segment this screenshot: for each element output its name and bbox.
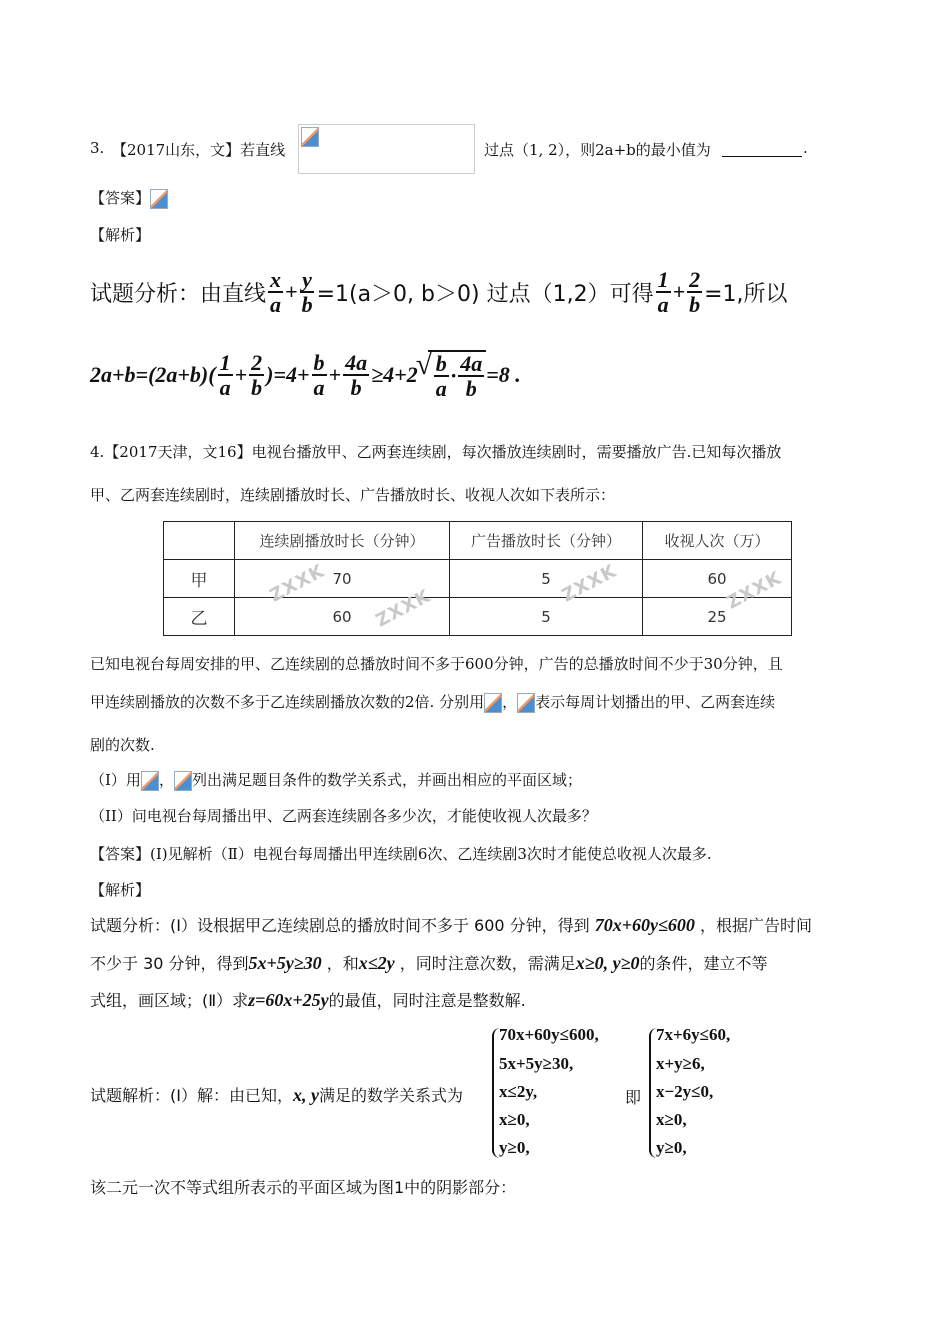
q4-paragraph-1: 已知电视台每周安排的甲、乙连续剧的总播放时间不多于600分钟，广告的总播放时间不少于30分钟，且 xyxy=(90,655,783,673)
fraction-b-over-a: $\frac{b}{a}$ xyxy=(313,349,325,400)
fraction-b-over-a: $\frac{b}{a}$ xyxy=(435,350,447,401)
text: 2a+b=(2a+b)( xyxy=(90,362,216,387)
broken-image-icon xyxy=(150,189,168,209)
fraction-x-over-a: $\frac{x}{a}$ xyxy=(270,266,282,317)
broken-image-icon xyxy=(141,771,159,791)
fraction-y-over-b: $\frac{y}{b}$ xyxy=(301,266,313,317)
q4-part-i: （I）用 ， 列出满足题目条件的数学关系式，并画出相应的平面区域； xyxy=(90,771,582,789)
table-row xyxy=(164,598,792,636)
fraction-2-over-b: $\frac{2}{b}$ xyxy=(689,266,701,317)
broken-image-icon xyxy=(517,693,535,713)
text: ≥4+2 xyxy=(371,362,418,387)
broken-image-icon xyxy=(484,693,502,713)
inequality: x≥0, xyxy=(656,1110,687,1129)
q3-answer-blank xyxy=(722,156,802,157)
table-header-cell xyxy=(164,522,235,560)
inequality: x≤2y, xyxy=(499,1082,538,1101)
table-header-cell: 连续剧播放时长（分钟） xyxy=(235,522,450,560)
table-cell: 甲 xyxy=(164,560,235,598)
q3-analysis-label: 【解析】 xyxy=(90,226,151,244)
q4-analysis-line2: 不少于 30 分钟，得到5x+5y≥30 ，和x≤2y ，同时注意次数，需满足x≥0, y≥0的条件，建立不等 xyxy=(90,953,768,973)
table-cell: 25 xyxy=(643,598,792,636)
watermark: ZXXK xyxy=(372,585,435,632)
q4-analysis-label: 【解析】 xyxy=(90,881,151,899)
table-header-cell: 广告播放时长（分钟） xyxy=(450,522,643,560)
sqrt-sign: √ xyxy=(415,347,433,381)
inequality: 5x+5y≥30, xyxy=(499,1054,574,1073)
sqrt-expression: √ $\frac{b}{a}$ · $\frac{4a}{b}$ xyxy=(428,350,487,400)
q3-source: 【2017山东，文】若直线 xyxy=(112,141,286,159)
q4-paragraph-3: 剧的次数. xyxy=(90,736,155,754)
inequality: x≥0, xyxy=(499,1110,530,1129)
inequality: 70x+60y≤600, xyxy=(499,1025,599,1044)
fraction-4a-over-b: $\frac{4a}{b}$ xyxy=(460,350,483,401)
inequality: y≥0, xyxy=(656,1138,687,1157)
table-cell: 5 xyxy=(450,560,643,598)
q4-analysis-line3: 式组，画区域；(Ⅱ）求z=60x+25y的最值，同时注意是整数解. xyxy=(90,990,526,1010)
inequality: y≥0, xyxy=(499,1138,530,1157)
data-table xyxy=(163,521,792,636)
q4-line1: 4.【2017天津，文16】电视台播放甲、乙两套连续剧，每次播放连续剧时，需要播放广告.已知每次播放 xyxy=(90,443,782,461)
inequality: 7x+6y≤60, xyxy=(656,1025,731,1044)
q3-answer-label: 【答案】 xyxy=(90,187,168,209)
watermark: ZXXK xyxy=(266,560,329,607)
text: 试题分析：由直线 xyxy=(90,281,267,307)
text: =1(a＞0, b＞0) 过点（1,2）可得 xyxy=(316,281,654,307)
text: )=4+ xyxy=(266,362,310,387)
inequality: x−2y≤0, xyxy=(656,1082,714,1101)
q4-line2: 甲、乙两套连续剧时，连续剧播放时长、广告播放时长、收视人次如下表所示： xyxy=(90,486,616,504)
table-cell: 5 xyxy=(450,598,643,636)
q3-formula-image xyxy=(298,124,475,174)
q4-analysis-line1: 试题分析：(Ⅰ）设根据甲乙连续剧总的播放时间不多于 600 分钟，得到 70x+60y≤600 ，根据广告时间 xyxy=(90,915,813,935)
q4-solution-intro: 试题解析：(Ⅰ）解：由已知，x, y满足的数学关系式为 xyxy=(90,1085,463,1105)
q3-analysis-line1: 试题分析：由直线 $\frac{x}{a}$ + $\frac{y}{b}$ =1(a＞0, b＞0) 过点（1,2）可得 $\frac{1}{a}$ + $\frac{2}{b}$ =1,所以 xyxy=(90,266,788,317)
table-header-row xyxy=(164,522,792,560)
q3-analysis-line2: 2a+b=(2a+b)( $\frac{1}{a}$ + $\frac{2}{b}$ )=4+ $\frac{b}{a}$ + $\frac{4a}{b}$ ≥4+2 √ $\frac{b}{a}$ · $\frac{4a}{b}$ =8 . xyxy=(90,347,521,401)
inequality: x+y≥6, xyxy=(656,1054,705,1073)
table-cell: 60 xyxy=(235,598,450,636)
broken-image-icon xyxy=(174,771,192,791)
broken-image-icon xyxy=(301,127,319,147)
table-cell: 乙 xyxy=(164,598,235,636)
q3-number: 3. xyxy=(90,139,105,157)
text: =1,所以 xyxy=(704,281,788,307)
text: =8 . xyxy=(486,362,521,387)
table-row xyxy=(164,560,792,598)
q4-answer: 【答案】(Ⅰ)见解析（Ⅱ）电视台每周播出甲连续剧6次、乙连续剧3次时才能使总收视人次最多. xyxy=(90,845,712,863)
q3-period: . xyxy=(803,139,808,157)
text: + xyxy=(328,362,342,387)
q4-part-ii: （II）问电视台每周播出甲、乙两套连续剧各多少次，才能使收视人次最多？ xyxy=(90,807,597,825)
q4-region-caption: 该二元一次不等式组所表示的平面区域为图1中的阴影部分： xyxy=(90,1178,517,1197)
fraction-1-over-a: $\frac{1}{a}$ xyxy=(657,266,669,317)
fraction-2-over-b: $\frac{2}{b}$ xyxy=(251,349,263,400)
q4-paragraph-2: 甲连续剧播放的次数不多于乙连续剧播放次数的2倍. 分别用 ， 表示每周计划播出的甲、乙两套连续 xyxy=(90,693,776,711)
fraction-4a-over-b: $\frac{4a}{b}$ xyxy=(345,349,368,400)
table-cell: 70 xyxy=(235,560,450,598)
table-header-cell: 收视人次（万） xyxy=(643,522,792,560)
q3-condition: 过点（1, 2），则2a+b的最小值为 xyxy=(484,141,711,159)
table-cell: 60 xyxy=(643,560,792,598)
fraction-1-over-a: $\frac{1}{a}$ xyxy=(219,349,231,400)
watermark: ZXXK xyxy=(723,567,786,614)
watermark: ZXXK xyxy=(558,560,621,607)
ji-text: 即 xyxy=(625,1088,642,1107)
